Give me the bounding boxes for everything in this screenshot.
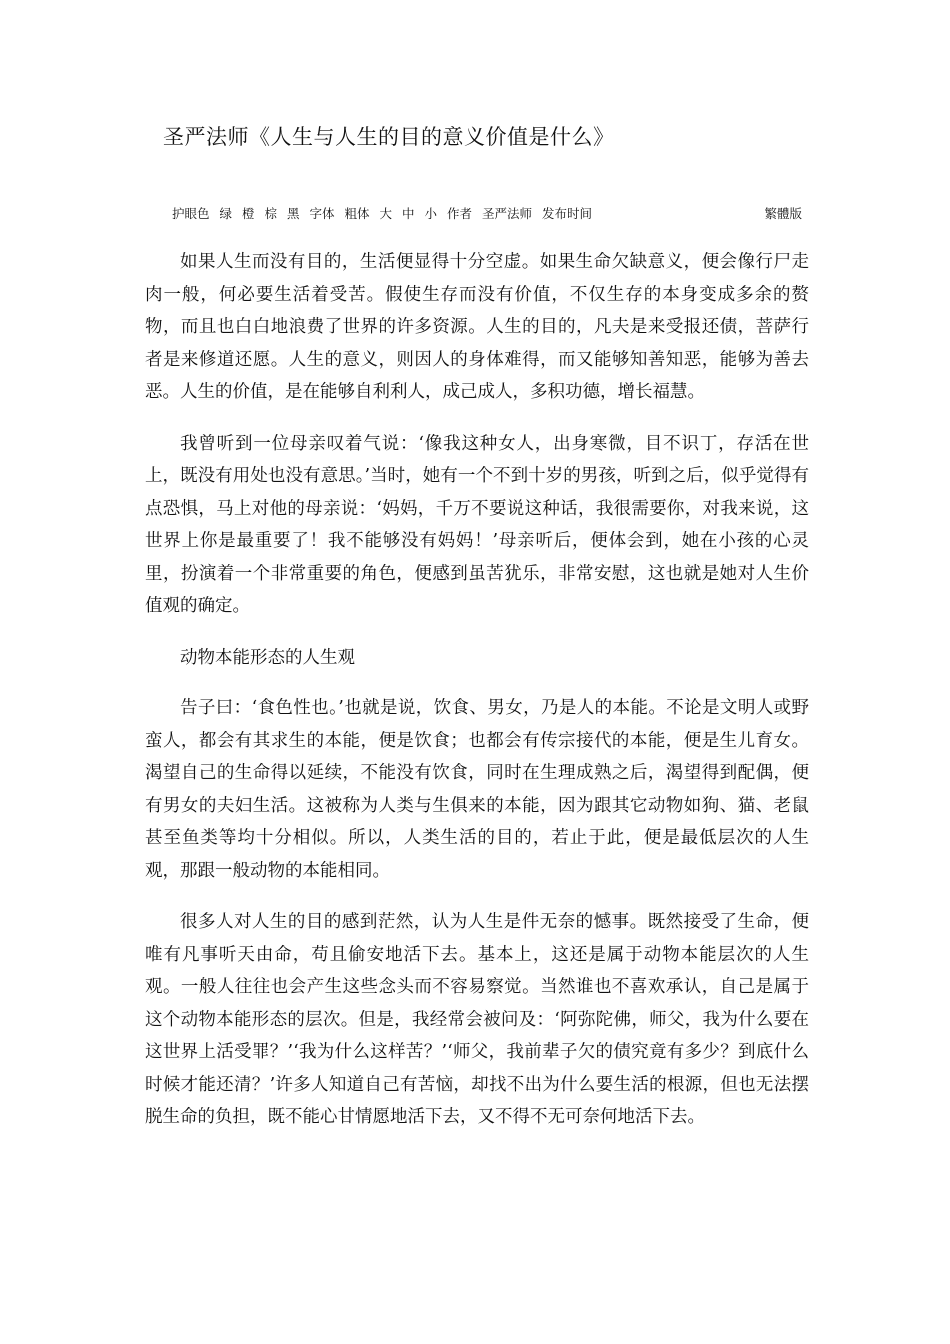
eye-color-label: 护眼色: [172, 206, 210, 221]
font-label: 字体: [309, 206, 335, 221]
font-size-medium-link[interactable]: 中: [402, 206, 415, 221]
traditional-chinese-link[interactable]: 繁體版: [764, 206, 802, 221]
article-body: [145, 246, 809, 1153]
color-black-link[interactable]: 黑: [287, 206, 300, 221]
paragraph: 如果人生而没有目的，生活便显得十分空虚。如果生命欠缺意义，便会像行尸走肉一般，何必要生活着受苦。假使生存而没有价值，不仅生存的本身变成多余的赘物，而且也白白地浪费了世界的许多资源。人生的目的，凡夫是来受报还债，菩萨行者是来修道还愿。人生的意义，则因人的身体难得，而又能够知善知恶，能够为善去恶。人生的价值，是在能够自利利人，成己成人，多积功德，增长福慧。: [145, 252, 809, 402]
color-orange-link[interactable]: 橙: [242, 206, 255, 221]
author-label: 作者: [447, 206, 473, 221]
bold-link[interactable]: 粗体: [344, 206, 370, 221]
author-name: 圣严法师: [482, 206, 533, 221]
color-brown-link[interactable]: 棕: [264, 206, 278, 221]
reading-toolbar: [172, 203, 802, 225]
paragraph: 我曾听到一位母亲叹着气说：‘像我这种女人，出身寒微，目不识丁，存活在世上，既没有用处也没有意思。’当时，她有一个不到十岁的男孩，听到之后，似乎觉得有点恐惧，马上对他的母亲说：‘妈妈，千万不要说这种话，我很需要你，对我来说，这世界上你是最重要了！我不能够没有妈妈！’母亲听后，便体会到，她在小孩的心灵里，扮演着一个非常重要的角色，便感到虽苦犹乐，非常安慰，这也就是她对人生价值观的确定。: [145, 433, 809, 616]
font-size-small-link[interactable]: 小: [424, 206, 438, 221]
paragraph: 很多人对人生的目的感到茫然，认为人生是件无奈的憾事。既然接受了生命，便唯有凡事听天由命，苟且偷安地活下去。基本上，这还是属于动物本能层次的人生观。一般人往往也会产生这些念头而不容易察觉。当然谁也不喜欢承认，自己是属于这个动物本能形态的层次。但是，我经常会被问及：‘阿弥陀佛，师父，我为什么要在这世界上活受罪？’‘我为什么这样苦？’‘师父，我前辈子欠的债究竟有多少？到底什么时候才能还清？’许多人知道自己有苦恼，却找不出为什么要生活的根源，但也无法摆脱生命的负担，既不能心甘情愿地活下去，又不得不无可奈何地活下去。: [145, 912, 809, 1127]
paragraph: 告子曰：‘食色性也。’也就是说，饮食、男女，乃是人的本能。不论是文明人或野蛮人，都会有其求生的本能，便是饮食；也都会有传宗接代的本能，便是生儿育女。渴望自己的生命得以延续，不能没有饮食，同时在生理成熟之后，渴望得到配偶，便有男女的夫妇生活。这被称为人类与生俱来的本能，因为跟其它动物如狗、猫、老鼠甚至鱼类等均十分相似。所以，人类生活的目的，若止于此，便是最低层次的人生观，那跟一般动物的本能相同。: [145, 698, 809, 881]
section-heading: 动物本能形态的人生观: [180, 647, 355, 668]
article-title: 圣严法师《人生与人生的目的意义价值是什么》: [163, 125, 615, 149]
font-size-large-link[interactable]: 大: [379, 206, 393, 221]
color-green-link[interactable]: 绿: [219, 206, 233, 221]
publish-time-label: 发布时间: [542, 206, 593, 221]
